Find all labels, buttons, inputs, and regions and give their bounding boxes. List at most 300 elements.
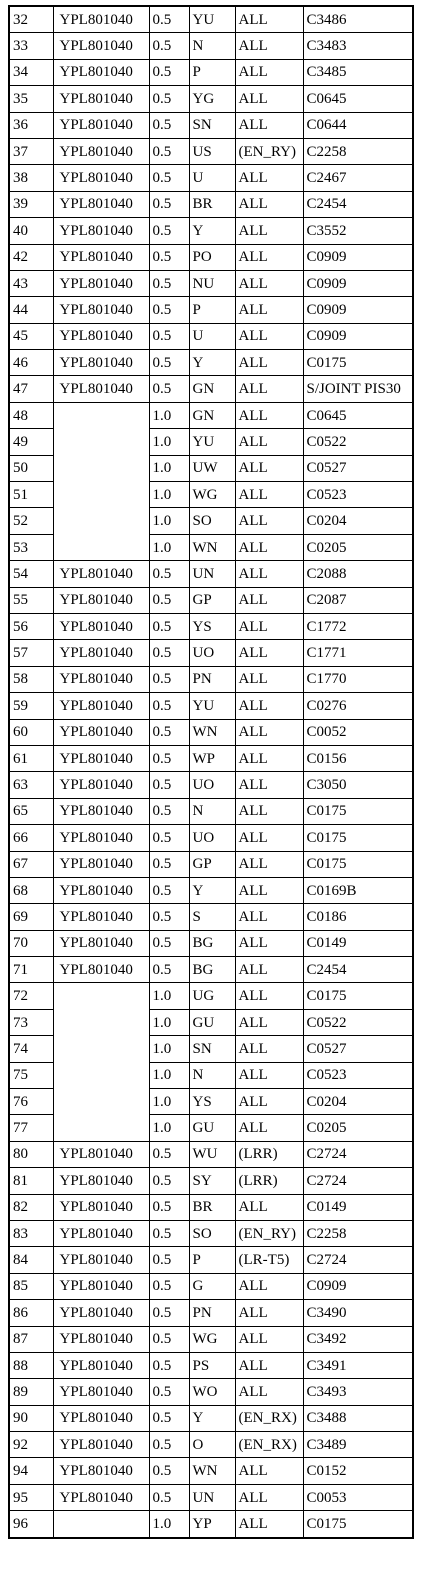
circuit-code: C0527 <box>303 1036 413 1062</box>
table-row <box>9 745 413 771</box>
circuit-code: C3486 <box>303 6 413 33</box>
row-number: 54 <box>9 561 53 587</box>
row-number: 70 <box>9 930 53 956</box>
variant-code: ALL <box>235 33 303 59</box>
table-row <box>9 1484 413 1510</box>
row-number: 53 <box>9 534 53 560</box>
part-number: YPL801040 <box>53 640 149 666</box>
row-number: 90 <box>9 1405 53 1431</box>
wiring-table-body <box>9 6 413 1538</box>
variant-code: ALL <box>235 244 303 270</box>
wire-size: 0.5 <box>149 1273 189 1299</box>
part-number: YPL801040 <box>53 6 149 33</box>
wire-color: U <box>189 165 235 191</box>
table-row <box>9 798 413 824</box>
circuit-code: C0156 <box>303 745 413 771</box>
circuit-code: C2467 <box>303 165 413 191</box>
row-number: 55 <box>9 587 53 613</box>
wire-color: UG <box>189 983 235 1009</box>
row-number: 32 <box>9 6 53 33</box>
row-number: 47 <box>9 376 53 402</box>
row-number: 63 <box>9 772 53 798</box>
wire-color: GU <box>189 1115 235 1141</box>
variant-code: ALL <box>235 270 303 296</box>
circuit-code: C2258 <box>303 138 413 164</box>
circuit-code: C2258 <box>303 1220 413 1246</box>
wire-size: 0.5 <box>149 1168 189 1194</box>
row-number: 80 <box>9 1141 53 1167</box>
wire-size: 1.0 <box>149 1036 189 1062</box>
table-row <box>9 1273 413 1299</box>
row-number: 33 <box>9 33 53 59</box>
wire-size: 0.5 <box>149 1405 189 1431</box>
circuit-code: C0053 <box>303 1484 413 1510</box>
part-number: YPL801040 <box>53 1220 149 1246</box>
row-number: 77 <box>9 1115 53 1141</box>
variant-code: ALL <box>235 86 303 112</box>
circuit-code: C3491 <box>303 1352 413 1378</box>
table-row <box>9 666 413 692</box>
table-row <box>9 165 413 191</box>
table-row <box>9 1326 413 1352</box>
row-number: 76 <box>9 1089 53 1115</box>
table-row <box>9 772 413 798</box>
table-row <box>9 983 413 1009</box>
circuit-code: C0522 <box>303 1009 413 1035</box>
wire-color: GN <box>189 376 235 402</box>
part-number: YPL801040 <box>53 877 149 903</box>
wire-color: WG <box>189 1326 235 1352</box>
row-number: 92 <box>9 1432 53 1458</box>
circuit-code: C2087 <box>303 587 413 613</box>
wire-size: 0.5 <box>149 851 189 877</box>
wire-size: 0.5 <box>149 350 189 376</box>
wire-color: UN <box>189 1484 235 1510</box>
variant-code: ALL <box>235 1352 303 1378</box>
row-number: 37 <box>9 138 53 164</box>
row-number: 59 <box>9 693 53 719</box>
variant-code: ALL <box>235 6 303 33</box>
table-row <box>9 112 413 138</box>
circuit-code: C0186 <box>303 904 413 930</box>
wire-size: 1.0 <box>149 1009 189 1035</box>
row-number: 87 <box>9 1326 53 1352</box>
part-number: YPL801040 <box>53 930 149 956</box>
circuit-code: C0149 <box>303 930 413 956</box>
table-row <box>9 1300 413 1326</box>
table-row <box>9 402 413 428</box>
part-number: YPL801040 <box>53 1405 149 1431</box>
circuit-code: C0152 <box>303 1458 413 1484</box>
row-number: 48 <box>9 402 53 428</box>
row-number: 49 <box>9 429 53 455</box>
table-row <box>9 1247 413 1273</box>
table-row <box>9 877 413 903</box>
wire-size: 0.5 <box>149 1247 189 1273</box>
table-row <box>9 1405 413 1431</box>
wire-color: GN <box>189 402 235 428</box>
variant-code: ALL <box>235 534 303 560</box>
wire-size: 1.0 <box>149 1089 189 1115</box>
wire-size: 0.5 <box>149 930 189 956</box>
row-number: 73 <box>9 1009 53 1035</box>
circuit-code: C3488 <box>303 1405 413 1431</box>
variant-code: ALL <box>235 798 303 824</box>
circuit-code: C3483 <box>303 33 413 59</box>
row-number: 67 <box>9 851 53 877</box>
wire-size: 0.5 <box>149 640 189 666</box>
wire-color: Y <box>189 1405 235 1431</box>
wiring-table <box>8 5 414 1539</box>
wire-size: 1.0 <box>149 508 189 534</box>
row-number: 71 <box>9 957 53 983</box>
circuit-code: C3050 <box>303 772 413 798</box>
wire-color: GU <box>189 1009 235 1035</box>
variant-code: ALL <box>235 1115 303 1141</box>
part-number: YPL801040 <box>53 613 149 639</box>
wire-color: PS <box>189 1352 235 1378</box>
part-number: YPL801040 <box>53 376 149 402</box>
variant-code: ALL <box>235 587 303 613</box>
table-row <box>9 613 413 639</box>
circuit-code: C0175 <box>303 851 413 877</box>
table-row <box>9 904 413 930</box>
row-number: 81 <box>9 1168 53 1194</box>
row-number: 68 <box>9 877 53 903</box>
wire-color: WO <box>189 1379 235 1405</box>
circuit-code: C0169B <box>303 877 413 903</box>
circuit-code: C0205 <box>303 534 413 560</box>
variant-code: (EN_RY) <box>235 138 303 164</box>
circuit-code: C1770 <box>303 666 413 692</box>
table-row <box>9 59 413 85</box>
part-number: YPL801040 <box>53 666 149 692</box>
table-row <box>9 191 413 217</box>
variant-code: ALL <box>235 825 303 851</box>
variant-code: ALL <box>235 482 303 508</box>
part-number: YPL801040 <box>53 719 149 745</box>
table-row <box>9 350 413 376</box>
part-number: YPL801040 <box>53 59 149 85</box>
row-number: 36 <box>9 112 53 138</box>
wire-size: 0.5 <box>149 772 189 798</box>
variant-code: ALL <box>235 297 303 323</box>
wire-color: P <box>189 1247 235 1273</box>
variant-code: (EN_RX) <box>235 1405 303 1431</box>
wire-color: UO <box>189 640 235 666</box>
row-number: 69 <box>9 904 53 930</box>
wire-color: UO <box>189 825 235 851</box>
wire-size: 0.5 <box>149 112 189 138</box>
variant-code: ALL <box>235 983 303 1009</box>
table-row <box>9 930 413 956</box>
part-number-blank <box>53 1511 149 1538</box>
row-number: 95 <box>9 1484 53 1510</box>
wire-size: 0.5 <box>149 1484 189 1510</box>
table-row <box>9 957 413 983</box>
part-number: YPL801040 <box>53 86 149 112</box>
part-number: YPL801040 <box>53 851 149 877</box>
variant-code: ALL <box>235 904 303 930</box>
wire-color: UO <box>189 772 235 798</box>
row-number: 88 <box>9 1352 53 1378</box>
variant-code: ALL <box>235 561 303 587</box>
wire-size: 0.5 <box>149 165 189 191</box>
row-number: 38 <box>9 165 53 191</box>
wire-size: 0.5 <box>149 138 189 164</box>
wire-color: S <box>189 904 235 930</box>
variant-code: ALL <box>235 323 303 349</box>
wire-size: 0.5 <box>149 1326 189 1352</box>
part-number: YPL801040 <box>53 1141 149 1167</box>
part-number-blank <box>53 983 149 1141</box>
wire-size: 1.0 <box>149 1115 189 1141</box>
row-number: 46 <box>9 350 53 376</box>
part-number: YPL801040 <box>53 244 149 270</box>
part-number: YPL801040 <box>53 1300 149 1326</box>
variant-code: ALL <box>235 112 303 138</box>
variant-code: ALL <box>235 666 303 692</box>
wire-color: PN <box>189 1300 235 1326</box>
wire-color: SO <box>189 508 235 534</box>
row-number: 61 <box>9 745 53 771</box>
wire-size: 0.5 <box>149 825 189 851</box>
variant-code: ALL <box>235 640 303 666</box>
table-row <box>9 693 413 719</box>
circuit-code: C0909 <box>303 297 413 323</box>
part-number: YPL801040 <box>53 165 149 191</box>
table-row <box>9 376 413 402</box>
part-number: YPL801040 <box>53 745 149 771</box>
circuit-code: C0149 <box>303 1194 413 1220</box>
wire-size: 1.0 <box>149 983 189 1009</box>
table-row <box>9 1352 413 1378</box>
part-number: YPL801040 <box>53 1432 149 1458</box>
wire-size: 0.5 <box>149 587 189 613</box>
part-number: YPL801040 <box>53 323 149 349</box>
wire-size: 0.5 <box>149 1458 189 1484</box>
variant-code: ALL <box>235 376 303 402</box>
wire-size: 0.5 <box>149 323 189 349</box>
part-number: YPL801040 <box>53 1194 149 1220</box>
variant-code: (LR-T5) <box>235 1247 303 1273</box>
wire-color: NU <box>189 270 235 296</box>
table-row <box>9 1141 413 1167</box>
circuit-code: C0523 <box>303 482 413 508</box>
wire-size: 1.0 <box>149 402 189 428</box>
wire-size: 0.5 <box>149 719 189 745</box>
wire-color: YU <box>189 693 235 719</box>
wire-color: WN <box>189 534 235 560</box>
wire-color: Y <box>189 350 235 376</box>
part-number: YPL801040 <box>53 772 149 798</box>
variant-code: ALL <box>235 877 303 903</box>
document-page <box>8 5 414 1539</box>
wire-size: 0.5 <box>149 270 189 296</box>
wire-size: 0.5 <box>149 693 189 719</box>
table-row <box>9 6 413 33</box>
circuit-code: C0205 <box>303 1115 413 1141</box>
table-row <box>9 825 413 851</box>
part-number: YPL801040 <box>53 270 149 296</box>
table-row <box>9 86 413 112</box>
wire-size: 0.5 <box>149 877 189 903</box>
wire-color: WU <box>189 1141 235 1167</box>
table-row <box>9 1432 413 1458</box>
part-number: YPL801040 <box>53 1326 149 1352</box>
part-number: YPL801040 <box>53 112 149 138</box>
variant-code: ALL <box>235 429 303 455</box>
circuit-code: C0523 <box>303 1062 413 1088</box>
row-number: 60 <box>9 719 53 745</box>
table-row <box>9 719 413 745</box>
variant-code: ALL <box>235 1062 303 1088</box>
circuit-code: C0909 <box>303 270 413 296</box>
circuit-code: C2088 <box>303 561 413 587</box>
row-number: 65 <box>9 798 53 824</box>
variant-code: ALL <box>235 1273 303 1299</box>
part-number: YPL801040 <box>53 1458 149 1484</box>
wire-size: 0.5 <box>149 798 189 824</box>
row-number: 74 <box>9 1036 53 1062</box>
circuit-code: C0909 <box>303 1273 413 1299</box>
circuit-code: C0175 <box>303 1511 413 1538</box>
table-row <box>9 1458 413 1484</box>
wire-color: G <box>189 1273 235 1299</box>
row-number: 82 <box>9 1194 53 1220</box>
row-number: 72 <box>9 983 53 1009</box>
part-number: YPL801040 <box>53 1247 149 1273</box>
row-number: 83 <box>9 1220 53 1246</box>
wire-size: 0.5 <box>149 297 189 323</box>
table-row <box>9 1220 413 1246</box>
wire-color: UW <box>189 455 235 481</box>
part-number: YPL801040 <box>53 904 149 930</box>
row-number: 45 <box>9 323 53 349</box>
wire-color: SN <box>189 112 235 138</box>
circuit-code: C0052 <box>303 719 413 745</box>
wire-color: PN <box>189 666 235 692</box>
variant-code: ALL <box>235 851 303 877</box>
part-number: YPL801040 <box>53 350 149 376</box>
variant-code: ALL <box>235 1326 303 1352</box>
row-number: 42 <box>9 244 53 270</box>
circuit-code: C0175 <box>303 983 413 1009</box>
wire-color: YU <box>189 429 235 455</box>
variant-code: ALL <box>235 350 303 376</box>
circuit-code: C0204 <box>303 1089 413 1115</box>
wire-color: GP <box>189 851 235 877</box>
wire-size: 0.5 <box>149 218 189 244</box>
part-number: YPL801040 <box>53 587 149 613</box>
wire-size: 0.5 <box>149 1141 189 1167</box>
wire-color: YS <box>189 1089 235 1115</box>
table-row <box>9 218 413 244</box>
wire-size: 0.5 <box>149 957 189 983</box>
wire-color: GP <box>189 587 235 613</box>
variant-code: ALL <box>235 1484 303 1510</box>
wire-color: SO <box>189 1220 235 1246</box>
wire-color: YG <box>189 86 235 112</box>
table-row <box>9 138 413 164</box>
table-row <box>9 561 413 587</box>
wire-color: BG <box>189 957 235 983</box>
row-number: 75 <box>9 1062 53 1088</box>
circuit-code: S/JOINT PIS30 <box>303 376 413 402</box>
wire-size: 0.5 <box>149 1300 189 1326</box>
row-number: 58 <box>9 666 53 692</box>
wire-color: WN <box>189 719 235 745</box>
wire-size: 0.5 <box>149 1220 189 1246</box>
wire-size: 0.5 <box>149 666 189 692</box>
circuit-code: C0204 <box>303 508 413 534</box>
part-number: YPL801040 <box>53 693 149 719</box>
part-number: YPL801040 <box>53 1379 149 1405</box>
circuit-code: C0276 <box>303 693 413 719</box>
wire-color: SY <box>189 1168 235 1194</box>
wire-size: 0.5 <box>149 1432 189 1458</box>
wire-color: U <box>189 323 235 349</box>
circuit-code: C0175 <box>303 825 413 851</box>
wire-size: 0.5 <box>149 1379 189 1405</box>
row-number: 84 <box>9 1247 53 1273</box>
wire-size: 1.0 <box>149 534 189 560</box>
wire-color: BG <box>189 930 235 956</box>
variant-code: ALL <box>235 957 303 983</box>
row-number: 57 <box>9 640 53 666</box>
variant-code: ALL <box>235 745 303 771</box>
variant-code: ALL <box>235 165 303 191</box>
wire-size: 1.0 <box>149 482 189 508</box>
wire-color: P <box>189 59 235 85</box>
row-number: 39 <box>9 191 53 217</box>
circuit-code: C0644 <box>303 112 413 138</box>
variant-code: (EN_RY) <box>235 1220 303 1246</box>
wire-size: 0.5 <box>149 33 189 59</box>
part-number: YPL801040 <box>53 1484 149 1510</box>
wire-size: 0.5 <box>149 59 189 85</box>
variant-code: ALL <box>235 930 303 956</box>
variant-code: ALL <box>235 455 303 481</box>
wire-size: 0.5 <box>149 191 189 217</box>
circuit-code: C3552 <box>303 218 413 244</box>
wire-size: 0.5 <box>149 613 189 639</box>
wire-size: 0.5 <box>149 561 189 587</box>
table-row <box>9 1511 413 1538</box>
variant-code: ALL <box>235 772 303 798</box>
variant-code: ALL <box>235 1511 303 1538</box>
table-row <box>9 33 413 59</box>
wire-color: Y <box>189 877 235 903</box>
circuit-code: C0527 <box>303 455 413 481</box>
table-row <box>9 297 413 323</box>
part-number: YPL801040 <box>53 218 149 244</box>
circuit-code: C2724 <box>303 1247 413 1273</box>
part-number: YPL801040 <box>53 297 149 323</box>
wire-color: N <box>189 798 235 824</box>
table-row <box>9 1379 413 1405</box>
part-number: YPL801040 <box>53 825 149 851</box>
circuit-code: C2724 <box>303 1141 413 1167</box>
part-number: YPL801040 <box>53 33 149 59</box>
part-number: YPL801040 <box>53 1352 149 1378</box>
row-number: 66 <box>9 825 53 851</box>
row-number: 86 <box>9 1300 53 1326</box>
circuit-code: C0909 <box>303 244 413 270</box>
part-number: YPL801040 <box>53 561 149 587</box>
wire-color: PO <box>189 244 235 270</box>
circuit-code: C1772 <box>303 613 413 639</box>
